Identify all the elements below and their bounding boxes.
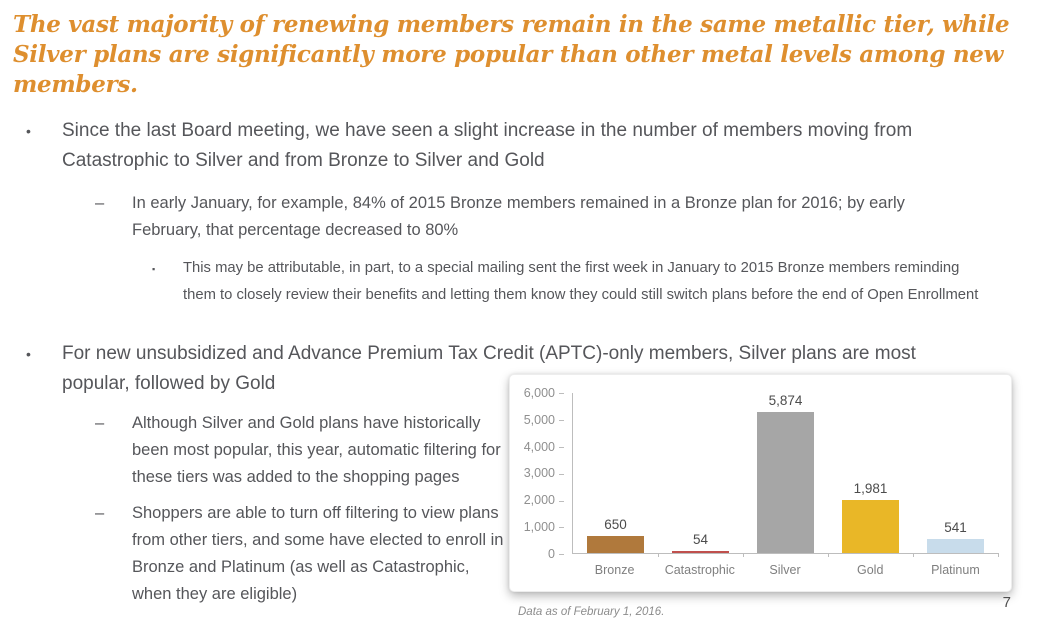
y-axis-labels xyxy=(518,387,564,560)
sub-bullet-text: In early January, for example, 84% of 2015 Bronze members remained in a Bronze plan for 2016; by early February, that percentage decreased to 80% xyxy=(132,194,905,239)
x-label-gold: Gold xyxy=(857,563,884,577)
bar-group-gold xyxy=(828,393,913,553)
data-footnote: Data as of February 1, 2016. xyxy=(518,606,665,618)
bar-bronze xyxy=(587,536,644,553)
y-tick-label: 3,000 xyxy=(524,467,564,479)
dash-icon: – xyxy=(95,414,105,432)
y-tick-label: 1,000 xyxy=(524,521,564,533)
bullet-dot-icon: • xyxy=(26,123,31,139)
y-tick-label: 2,000 xyxy=(524,494,564,506)
x-axis-labels xyxy=(572,563,998,577)
dash-icon: – xyxy=(95,504,105,522)
x-axis-tick xyxy=(828,553,829,557)
bar-value-label: 5,874 xyxy=(768,393,803,408)
sub-bullet-item xyxy=(95,500,512,608)
x-axis-tick xyxy=(658,553,659,557)
page-title: The vast majority of renewing members remain in the same metallic tier, while Silver plans are significantly more popular than other metal levels among new members. xyxy=(13,11,1010,98)
bar-value-label: 54 xyxy=(692,532,709,547)
bullet-text: For new unsubsidized and Advance Premium Tax Credit (APTC)-only members, Silver plans are most popular, followed by Gold xyxy=(62,343,916,394)
bar-silver xyxy=(757,412,814,553)
x-axis-tick xyxy=(913,553,914,557)
bar-chart xyxy=(509,374,1012,592)
bar-group-bronze xyxy=(573,393,658,553)
sub-bullet-item xyxy=(95,190,937,244)
bullet-item xyxy=(25,116,947,176)
y-tick-label: 6,000 xyxy=(524,387,564,399)
x-axis-tick xyxy=(743,553,744,557)
bullet-text: Since the last Board meeting, we have seen a slight increase in the number of members moving from Catastrophic to Silver and from Bronze to Silver and Gold xyxy=(62,120,913,171)
x-axis-tick xyxy=(998,553,999,557)
x-label-silver: Silver xyxy=(769,563,801,577)
y-tick-label: 0 xyxy=(548,548,564,560)
bar-value-label: 650 xyxy=(604,516,627,532)
bar-platinum xyxy=(927,539,984,553)
sub-sub-bullet-text: This may be attributable, in part, to a special mailing sent the first week in January to 2015 Bronze members reminding them to closely review their benefits and letting them know they could still switch plans before the end of Open Enrollment xyxy=(183,260,979,303)
bullet-dot-icon: • xyxy=(26,346,31,362)
y-tick-label: 4,000 xyxy=(524,441,564,453)
bar-gold xyxy=(842,500,899,553)
bar-value-label: 1,981 xyxy=(853,481,888,497)
plot-area xyxy=(572,393,998,554)
page-number: 7 xyxy=(1002,594,1011,611)
bar-value-label: 541 xyxy=(944,519,967,535)
sub-bullet-text: Shoppers are able to turn off filtering to view plans from other tiers, and some have elected to enroll in Bronze and Platinum (as well as Catastrophic, when they are eligible) xyxy=(132,504,504,603)
x-label-bronze: Bronze xyxy=(594,563,635,577)
x-label-catastrophic: Catastrophic xyxy=(664,563,735,577)
sub-sub-bullet-item xyxy=(152,255,985,309)
sub-bullet-item xyxy=(95,410,508,491)
bar-catastrophic xyxy=(672,551,729,553)
sub-bullet-text: Although Silver and Gold plans have historically been most popular, this year, automatic filtering for these tiers was added to the shopping pages xyxy=(132,414,501,486)
y-tick-label: 5,000 xyxy=(524,414,564,426)
bar-group-silver xyxy=(743,393,828,553)
square-bullet-icon: ▪ xyxy=(152,264,156,274)
bar-group-catastrophic xyxy=(658,393,743,553)
x-label-platinum: Platinum xyxy=(931,563,980,577)
dash-icon: – xyxy=(95,194,105,212)
bar-group-platinum xyxy=(913,393,998,553)
